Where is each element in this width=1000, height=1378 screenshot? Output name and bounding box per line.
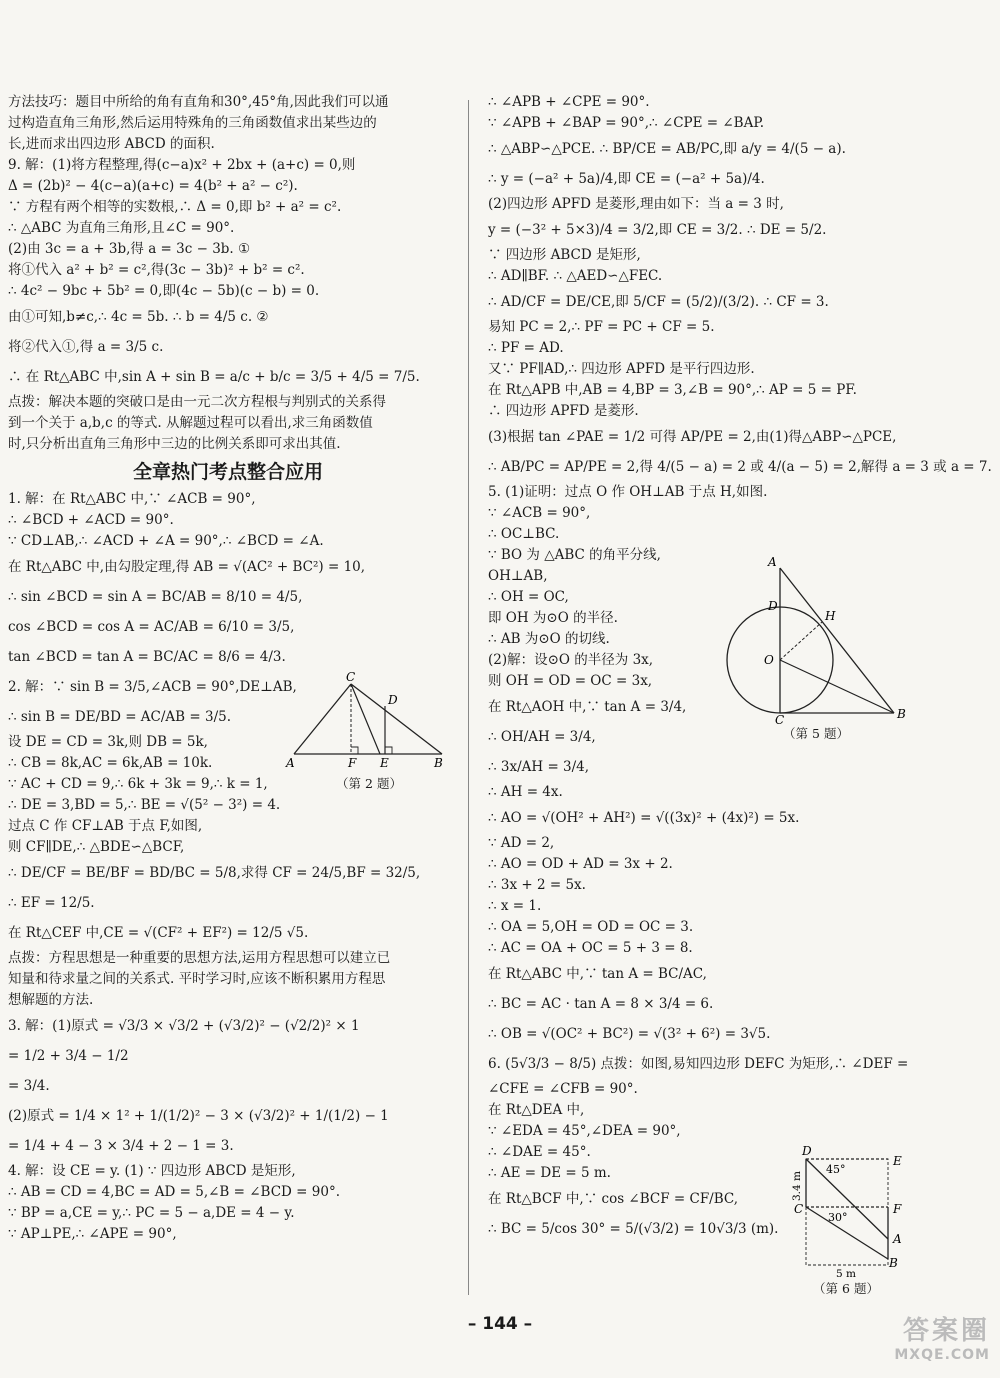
left-text-line: 到一个关于 a,b,c 的等式. 从解题过程可以看出,求三角函数值	[8, 415, 373, 431]
left-text-line: 在 Rt△CEF 中,CE = √(CF² + EF²) = 12/5 √5.	[8, 925, 309, 941]
fig6-label-e: E	[893, 1154, 902, 1168]
right-text-line: ∴ ∠DAE = 45°.	[488, 1144, 591, 1160]
right-text-line: ∴ AO = √(OH² + AH²) = √((3x)² + (4x)²) = 5x.	[488, 810, 800, 826]
left-text-line: 过构造直角三角形,然后运用特殊角的三角函数值求出某些边的	[8, 115, 377, 131]
right-text-line: ∴ OH = OC,	[488, 589, 569, 605]
page-number: – 144 –	[467, 1314, 533, 1334]
figure-problem-6	[776, 1143, 916, 1297]
right-text-line: 在 Rt△AOH 中,∵ tan A = 3/4,	[488, 699, 687, 715]
right-text-line: ∴ OH/AH = 3/4,	[488, 729, 596, 745]
left-text-line: 时,只分析出直角三角形中三边的比例关系即可求出其值.	[8, 436, 341, 452]
right-text-line: 在 Rt△BCF 中,∵ cos ∠BCF = CF/BC,	[488, 1191, 739, 1207]
fig6-label-f: F	[893, 1202, 902, 1216]
right-text-line: ∵ ∠ACB = 90°,	[488, 505, 591, 521]
fig6-label-c: C	[794, 1202, 804, 1216]
right-text-line: 又∵ PF∥AD,∴ 四边形 APFD 是平行四边形.	[488, 361, 755, 377]
fig2-label-e: E	[380, 756, 389, 770]
fig6-caption: （第 6 题）	[813, 1281, 879, 1296]
left-text-line: (2)原式 = 1/4 × 1² + 1/(1/2)² − 3 × (√3/2)² + 1/(1/2) − 1	[8, 1108, 389, 1124]
right-text-line: 即 OH 为⊙O 的半径.	[488, 610, 618, 626]
right-text-line: 在 Rt△DEA 中,	[488, 1102, 585, 1118]
left-text-line: ∴ 在 Rt△ABC 中,sin A + sin B = a/c + b/c = 3/5 + 4/5 = 7/5.	[8, 369, 420, 385]
left-column	[8, 92, 448, 1245]
left-text-line: 4. 解：设 CE = y. (1) ∵ 四边形 ABCD 是矩形,	[8, 1163, 296, 1179]
fig6-label-b: B	[889, 1256, 898, 1270]
right-text-line: ∵ ∠EDA = 45°,∠DEA = 90°,	[488, 1123, 681, 1139]
left-text-line: 点拨：方程思想是一种重要的思想方法,运用方程思想可以建立已	[8, 950, 391, 966]
left-text-line: ∵ AC + CD = 9,∴ 6k + 3k = 9,∴ k = 1,	[8, 776, 268, 792]
left-text-line: 1. 解：在 Rt△ABC 中,∵ ∠ACB = 90°,	[8, 491, 256, 507]
left-text-line: tan ∠BCD = tan A = BC/AC = 8/6 = 4/3.	[8, 649, 286, 665]
left-text-line: 将①代入 a² + b² = c²,得(3c − 3b)² + b² = c².	[8, 262, 305, 278]
left-text-line: ∵ BP = a,CE = y,∴ PC = 5 − a,DE = 4 − y.	[8, 1205, 295, 1221]
left-text-line: = 1/2 + 3/4 − 1/2	[8, 1048, 129, 1064]
right-text-line: (2)四边形 APFD 是菱形,理由如下：当 a = 3 时,	[488, 196, 784, 212]
left-text-line: ∴ DE/CF = BE/BF = BD/BC = 5/8,求得 CF = 24/5,BF = 32/5,	[8, 865, 421, 881]
right-text-line: ∴ OA = 5,OH = OD = OC = 3.	[488, 919, 694, 935]
watermark-url: MXQE.COM	[894, 1347, 990, 1363]
right-text-line: ∴ AO = OD + AD = 3x + 2.	[488, 856, 673, 872]
left-text-line: ∴ △ABC 为直角三角形,且∠C = 90°.	[8, 220, 235, 236]
left-text-line: 在 Rt△ABC 中,由勾股定理,得 AB = √(AC² + BC²) = 10,	[8, 559, 366, 575]
fig5-label-h: H	[825, 609, 836, 623]
fig5-label-d: D	[768, 599, 778, 613]
fig6-angle-45: 45°	[826, 1163, 846, 1176]
right-text-line: ∴ OB = √(OC² + BC²) = √(3² + 6²) = 3√5.	[488, 1026, 771, 1042]
left-text-line: ∴ EF = 12/5.	[8, 895, 95, 911]
left-text-line: ∴ CB = 8k,AC = 6k,AB = 10k.	[8, 755, 213, 771]
right-text-line: ∵ ∠APB + ∠BAP = 90°,∴ ∠CPE = ∠BAP.	[488, 115, 764, 131]
right-text-line: ∴ ∠APB + ∠CPE = 90°.	[488, 94, 650, 110]
left-text-line: ∴ sin ∠BCD = sin A = BC/AB = 8/10 = 4/5,	[8, 589, 303, 605]
figure-problem-5	[716, 552, 916, 742]
right-text-line: ∴ AH = 4x.	[488, 784, 563, 800]
left-text-line: 方法技巧：题目中所给的角有直角和30°,45°角,因此我们可以通	[8, 94, 389, 110]
right-text-line: 6. (5√3/3 − 8/5) 点拨：如图,易知四边形 DEFC 为矩形,∴ ∠DEF =	[488, 1056, 909, 1072]
fig2-caption: （第 2 题）	[336, 776, 402, 791]
right-text-line: ∴ AD/CF = DE/CE,即 5/CF = (5/2)/(3/2). ∴ CF = 3.	[488, 294, 829, 310]
right-text-line: (2)解：设⊙O 的半径为 3x,	[488, 652, 654, 668]
left-text-line: ∵ AP⊥PE,∴ ∠APE = 90°,	[8, 1226, 177, 1242]
right-text-line: ∴ x = 1.	[488, 898, 542, 914]
left-text-line: ∴ sin B = DE/BD = AC/AB = 3/5.	[8, 709, 232, 725]
right-text-line: ∵ AD = 2,	[488, 835, 555, 851]
fig5-label-c: C	[775, 713, 785, 727]
left-text-line: 9. 解：(1)将方程整理,得(c−a)x² + 2bx + (a+c) = 0,则	[8, 157, 356, 173]
right-text-line: ∵ 四边形 ABCD 是矩形,	[488, 247, 641, 263]
left-text-line: (2)由 3c = a + 3b,得 a = 3c − 3b. ①	[8, 241, 251, 257]
right-text-line: ∴ AB 为⊙O 的切线.	[488, 631, 610, 647]
right-text-line: (3)根据 tan ∠PAE = 1/2 可得 AP/PE = 2,由(1)得△ABP∽△PCE,	[488, 429, 897, 445]
right-text-line: ∴ AD∥BF. ∴ △AED∽△FEC.	[488, 268, 663, 284]
right-text-line: 易知 PC = 2,∴ PF = PC + CF = 5.	[488, 319, 715, 335]
fig2-label-f: F	[348, 756, 357, 770]
left-text-line: 由①可知,b≠c,∴ 4c = 5b. ∴ b = 4/5 c. ②	[8, 309, 269, 325]
right-text-line: ∴ BC = AC · tan A = 8 × 3/4 = 6.	[488, 996, 714, 1012]
fig2-label-d: D	[388, 693, 398, 707]
left-text-line: 2. 解：∵ sin B = 3/5,∠ACB = 90°,DE⊥AB,	[8, 679, 297, 695]
right-text-line: ∴ PF = AD.	[488, 340, 564, 356]
right-text-line: 5. (1)证明：过点 O 作 OH⊥AB 于点 H,如图.	[488, 484, 768, 500]
left-text-line: = 1/4 + 4 − 3 × 3/4 + 2 − 1 = 3.	[8, 1138, 234, 1154]
right-text-line: ∴ 四边形 APFD 是菱形.	[488, 403, 639, 419]
left-text-line: 则 CF∥DE,∴ △BDE∽△BCF,	[8, 839, 185, 855]
fig2-label-b: B	[434, 756, 443, 770]
left-text-line: 知量和待求量之间的关系式. 平时学习时,应该不断积累用方程思	[8, 971, 386, 987]
fig5-label-b: B	[897, 707, 906, 721]
right-text-line: 在 Rt△ABC 中,∵ tan A = BC/AC,	[488, 966, 707, 982]
fig6-angle-30: 30°	[828, 1211, 848, 1224]
left-text-line: ∴ DE = 3,BD = 5,∴ BE = √(5² − 3²) = 4.	[8, 797, 281, 813]
left-text-line: ∴ ∠BCD + ∠ACD = 90°.	[8, 512, 174, 528]
fig6-label-a: A	[893, 1232, 902, 1246]
right-text-line: 在 Rt△APB 中,AB = 4,BP = 3,∠B = 90°,∴ AP = 5 = PF.	[488, 382, 857, 398]
right-text-line: ∠CFE = ∠CFB = 90°.	[488, 1081, 638, 1097]
watermark	[840, 1310, 990, 1372]
left-text-line: ∴ AB = CD = 4,BC = AD = 5,∠B = ∠BCD = 90°.	[8, 1184, 340, 1200]
fig2-label-a: A	[286, 756, 295, 770]
right-text-line: y = (−3² + 5×3)/4 = 3/2,即 CE = 3/2. ∴ DE = 5/2.	[488, 222, 827, 238]
left-text-line: 想解题的方法.	[8, 992, 94, 1008]
right-text-line: ∴ 3x + 2 = 5x.	[488, 877, 586, 893]
left-text-line: Δ = (2b)² − 4(c−a)(a+c) = 4(b² + a² − c²).	[8, 178, 298, 194]
left-text-line: 3. 解：(1)原式 = √3/3 × √3/2 + (√3/2)² − (√2/2)² × 1	[8, 1018, 360, 1034]
right-text-line: ∴ 3x/AH = 3/4,	[488, 759, 590, 775]
left-text-line: 长,进而求出四边形 ABCD 的面积.	[8, 136, 215, 152]
figure-problem-2	[284, 670, 454, 792]
right-text-line: ∴ AB/PC = AP/PE = 2,得 4/(5 − a) = 2 或 4/(a − 5) = 2,解得 a = 3 或 a = 7.	[488, 459, 992, 475]
right-text-line: 则 OH = OD = OC = 3x,	[488, 673, 653, 689]
right-text-line: ∴ △ABP∽△PCE. ∴ BP/CE = AB/PC,即 a/y = 4/(5 − a).	[488, 141, 846, 157]
watermark-logo-text: 答案圈	[902, 1316, 990, 1346]
fig5-label-o: O	[764, 653, 774, 667]
left-text-line: ∵ CD⊥AB,∴ ∠ACD + ∠A = 90°,∴ ∠BCD = ∠A.	[8, 533, 324, 549]
right-text-line: ∴ y = (−a² + 5a)/4,即 CE = (−a² + 5a)/4.	[488, 171, 765, 187]
fig2-label-c: C	[346, 670, 356, 684]
right-text-line: ∴ AC = OA + OC = 5 + 3 = 8.	[488, 940, 693, 956]
right-text-line: OH⊥AB,	[488, 568, 548, 584]
left-text-line: 将②代入①,得 a = 3/5 c.	[8, 339, 164, 355]
fig6-height-label: 3.4 m	[791, 1171, 803, 1201]
column-divider	[468, 100, 469, 1295]
left-text-line: ∴ 4c² − 9bc + 5b² = 0,即(4c − 5b)(c − b) = 0.	[8, 283, 320, 299]
fig5-caption: （第 5 题）	[783, 726, 849, 741]
fig6-width-label: 5 m	[836, 1268, 856, 1280]
left-text-line: cos ∠BCD = cos A = AC/AB = 6/10 = 3/5,	[8, 619, 295, 635]
left-text-line: 过点 C 作 CF⊥AB 于点 F,如图,	[8, 818, 203, 834]
right-text-line: ∵ BO 为 △ABC 的角平分线,	[488, 547, 661, 563]
left-text-line: 设 DE = CD = 3k,则 DB = 5k,	[8, 734, 208, 750]
right-text-line: ∴ AE = DE = 5 m.	[488, 1165, 611, 1181]
left-text-line: = 3/4.	[8, 1078, 50, 1094]
right-text-line: ∴ BC = 5/cos 30° = 5/(√3/2) = 10√3/3 (m).	[488, 1221, 779, 1237]
left-text-line: ∵ 方程有两个相等的实数根,∴ Δ = 0,即 b² + a² = c².	[8, 199, 342, 215]
section-title: 全章热门考点整合应用	[132, 461, 323, 483]
fig6-label-d: D	[802, 1144, 812, 1158]
left-text-line: 点拨：解决本题的突破口是由一元二次方程根与判别式的关系得	[8, 394, 386, 410]
fig5-label-a: A	[768, 555, 777, 569]
right-text-line: ∴ OC⊥BC.	[488, 526, 560, 542]
